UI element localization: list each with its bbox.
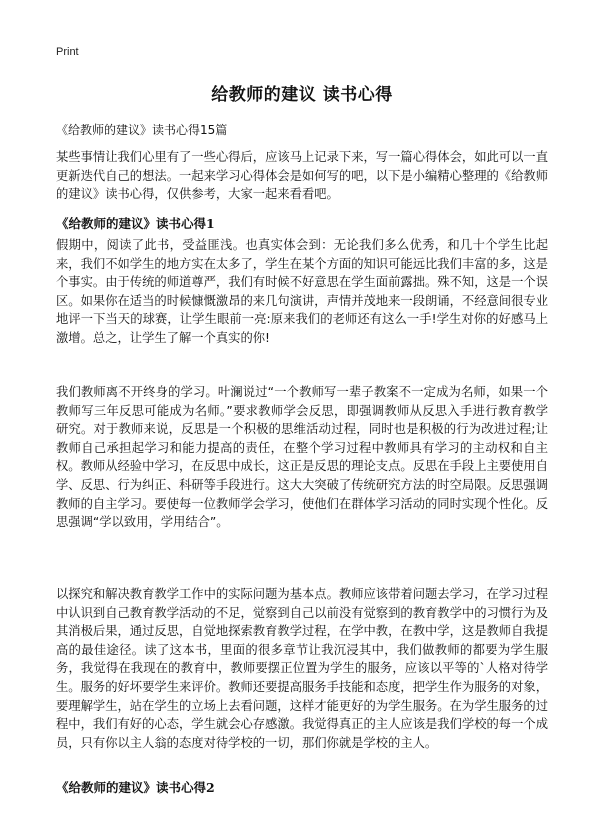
section-heading-2: 《给教师的建议》读书心得2: [56, 780, 215, 795]
section-1-paragraph-1: 假期中，阅读了此书，受益匪浅。也真实体会到：无论我们多么优秀，和几十个学生比起来，我们不如学生的地方实在太多了，学生在某个方面的知识可能远比我们丰富的多，这是个事实。由于传统的师道尊严，我们有时候不好意思在学生面前露拙。殊不知，这是一个误区。如果你在适当的时候慷慨激昂的来几句演讲，声情并茂地来一段朗诵，不经意间很专业地评一下当天的球赛，让学生眼前一亮:原来我们的老师还有这么一手!学生对你的好感马上激增。总之，让学生了解一个真实的你!: [56, 238, 548, 345]
document-subtitle: 《给教师的建议》读书心得15篇: [56, 123, 228, 137]
intro-paragraph: 某些事情让我们心里有了一些心得后，应该马上记录下来，写一篇心得体会，如此可以一直更新迭代自己的想法。一起来学习心得体会是如何写的吧，以下是小编精心整理的《给教师的建议》读书心得，仅供参考，大家一起来看看吧。: [56, 150, 548, 202]
section-1-paragraph-2: 我们教师离不开终身的学习。叶澜说过“一个教师写一辈子教案不一定成为名师，如果一个教师写三年反思可能成为名师。”要求教师学会反思，即强调教师从反思入手进行教育教学研究。对于教师来说，反思是一个积极的思维活动过程，同时也是积极的行为改进过程;让教师自己承担起学习和能力提高的责任，在整个学习过程中教师具有学习的主动权和自主权。教师从经验中学习，在反思中成长，这正是反思的理论支点。反思在手段上主要使用自学、反思、行为纠正、科研等手段进行。这大大突破了传统研究方法的时空局限。反思强调教师的自主学习。要使每一位教师学会学习，使他们在群体学习活动的同时实现个性化。反思强调“学以致用，学用结合”。: [56, 385, 548, 530]
print-link[interactable]: Print: [56, 46, 79, 58]
section-heading-1: 《给教师的建议》读书心得1: [56, 216, 215, 231]
page-title: 给教师的建议 读书心得: [211, 85, 393, 105]
section-1-paragraph-3: 以探究和解决教育教学工作中的实际问题为基本点。教师应该带着问题去学习，在学习过程中认识到自己教育教学活动的不足，觉察到自己以前没有觉察到的教育教学中的习惯行为及其消极后果，通过反思，自觉地探索教育教学过程，在学中教，在教中学，这是教师自我提高的最佳途径。读了这本书，里面的很多章节让我沉浸其中，我们做教师的都要为学生服务，我觉得在我现在的教育中，教师要摆正位置为学生的服务，应该以平等的`人格对待学生。服务的好坏要学生来评价。教师还要提高服务手技能和态度，把学生作为服务的对象，要理解学生，站在学生的立场上去看问题，这样才能更好的为学生服务。在为学生服务的过程中，我们有好的心态，学生就会心存感激。我觉得真正的主人应该是我们学校的每一个成员，只有你以主人翁的态度对待学校的一切，那们你就是学校的主人。: [56, 587, 548, 750]
